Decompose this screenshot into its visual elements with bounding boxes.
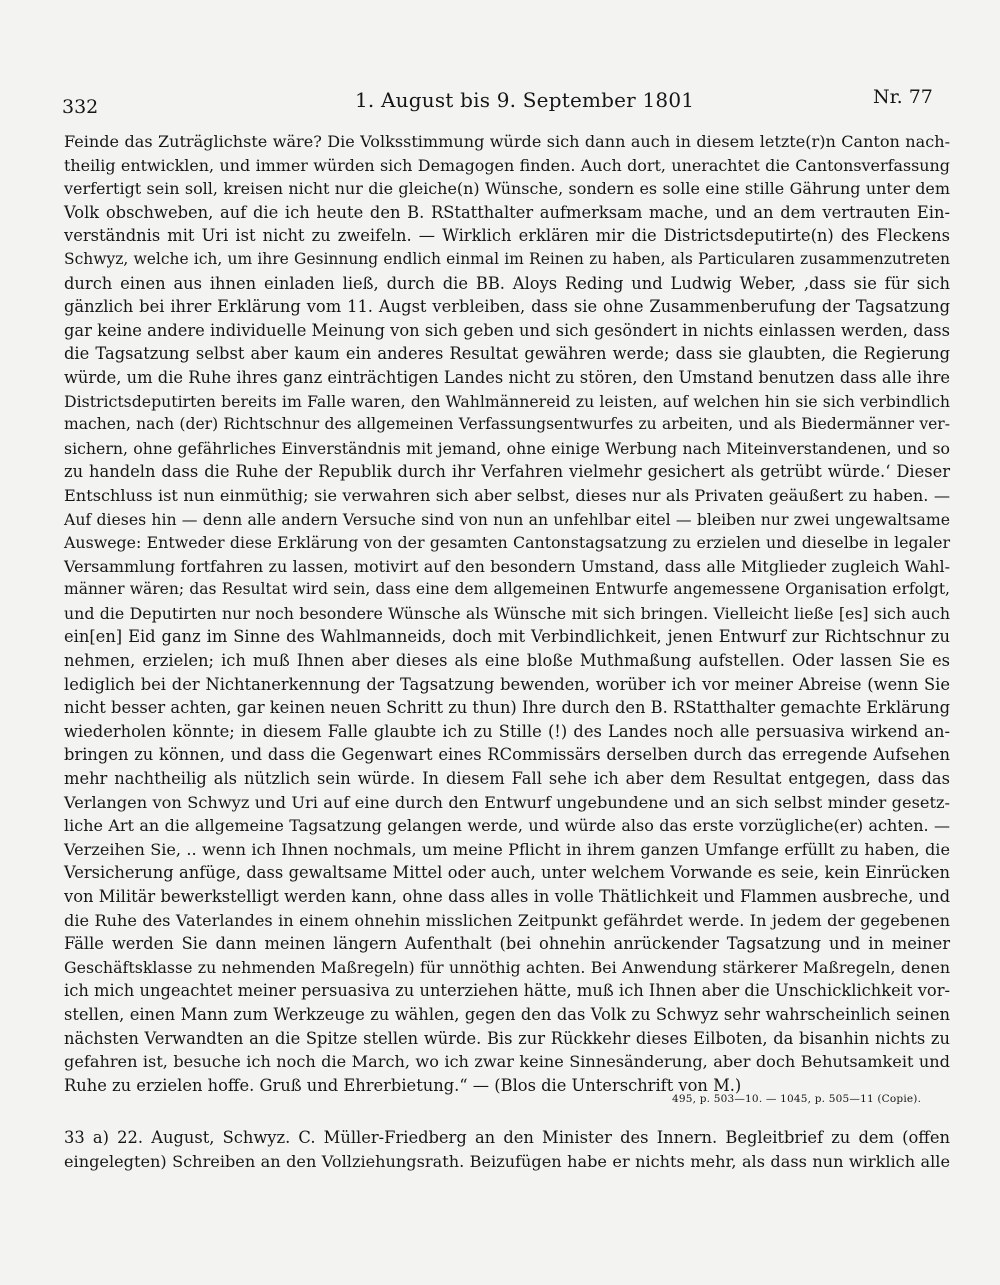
text-line: Auswege: Entweder diese Erklärung von der gesamten Cantonstagsatzung zu erzielen und dieselbe in legaler [64, 533, 950, 553]
text-line: Entschluss ist nun einmüthig; sie verwahren sich aber selbst, dieses nur als Privaten geäußert zu haben. — [64, 485, 950, 505]
text-line: nehmen, erzielen; ich muß Ihnen aber dieses als eine bloße Muthmaßung aufstellen. Oder lassen Sie es [64, 651, 950, 671]
text-line: 33 a) 22. August, Schwyz. C. Müller-Friedberg an den Minister des Innern. Begleitbrief zu dem (offen [64, 1128, 950, 1147]
text-line: ein[en] Eid ganz im Sinne des Wahlmanneids, doch mit Verbindlichkeit, jenen Entwurf zur Richtschnur zu [64, 627, 950, 647]
page-number: 332 [62, 96, 99, 118]
text-line: Ruhe zu erzielen hoffe. Gruß und Ehrerbietung.“ — (Blos die Unterschrift von M.) [64, 1075, 742, 1095]
text-line: Versammlung fortfahren zu lassen, motivirt auf den besondern Umstand, dass alle Mitglieder zugleich Wahl- [64, 556, 950, 576]
text-line: stellen, einen Mann zum Werkzeuge zu wählen, gegen den das Volk zu Schwyz sehr wahrscheinlich seinen [64, 1004, 950, 1024]
text-line: verständnis mit Uri ist nicht zu zweifeln. — Wirklich erklären mir die Districtsdeputirte(n) des Fleckens [64, 226, 950, 246]
text-line: Auf dieses hin — denn alle andern Versuche sind von nun an unfehlbar eitel — bleiben nur zwei ungewaltsame [64, 509, 950, 529]
text-line: die Ruhe des Vaterlandes in einem ohnehin misslichen Zeitpunkt gefährdet werde. In jedem der gegebenen [64, 910, 950, 930]
text-line: machen, nach (der) Richtschnur des allgemeinen Verfassungsentwurfes zu arbeiten, und als Biedermänner ver- [64, 415, 950, 434]
text-line: die Tagsatzung selbst aber kaum ein anderes Resultat gewähren werde; dass sie glaubten, die Regierung [64, 344, 950, 364]
text-line: liche Art an die allgemeine Tagsatzung gelangen werde, und würde also das erste vorzügliche(er) achten. — [64, 816, 950, 836]
text-line: wiederholen könnte; in diesem Falle glaubte ich zu Stille (!) des Landes noch alle persuasiva wirkend an- [64, 721, 950, 741]
source-reference: 495, p. 503—10. — 1045, p. 505—11 (Copie). [672, 1093, 922, 1105]
text-line: Feinde das Zuträglichste wäre? Die Volksstimmung würde sich dann auch in diesem letzte(r)n Canton nach- [64, 132, 950, 151]
text-line: Verzeihen Sie, .. wenn ich Ihnen nochmals, um meine Pflicht in ihrem ganzen Umfange erfüllt zu haben, die [64, 839, 950, 859]
text-line: ich mich ungeachtet meiner persuasiva zu unterziehen hätte, muß ich Ihnen aber die Unschicklichkeit vor- [64, 981, 950, 1001]
text-line: lediglich bei der Nichtanerkennung der Tagsatzung bewenden, worüber ich vor meiner Abreise (wenn Sie [64, 674, 950, 694]
text-line: Geschäftsklasse zu nehmenden Maßregeln) für unnöthig achten. Bei Anwendung stärkerer Maßregeln, denen [64, 957, 950, 977]
document-number: Nr. 77 [873, 86, 933, 108]
text-line: mehr nachtheilig als nützlich sein würde. In diesem Fall sehe ich aber dem Resultat entgegen, dass das [64, 769, 950, 789]
text-line: nicht besser achten, gar keinen neuen Schritt zu thun) Ihre durch den B. RStatthalter gemachte Erklärung [64, 698, 951, 718]
body-text [64, 130, 950, 1097]
text-line: Verlangen von Schwyz und Uri auf eine durch den Entwurf ungebundene und an sich selbst minder gesetz- [64, 792, 950, 812]
entry-33a [64, 1126, 950, 1173]
text-line: verfertigt sein soll, kreisen nicht nur die gleiche(n) Wünsche, sondern es solle eine stille Gährung unter dem [64, 179, 950, 199]
text-line: durch einen aus ihnen einladen ließ, durch die BB. Aloys Reding und Ludwig Weber, ‚dass sie für sich [64, 273, 950, 293]
text-line: theilig entwicklen, und immer würden sich Demagogen finden. Auch dort, unerachtet die Cantonsverfassung [64, 155, 950, 175]
text-line: sichern, ohne gefährliches Einverständnis mit jemand, ohne einige Werbung nach Miteinverstandenen, und so [64, 438, 950, 458]
text-line: zu handeln dass die Ruhe der Republik durch ihr Verfahren vielmehr gesichert als getrübt würde.‘ Dieser [64, 462, 950, 482]
text-line: nächsten Verwandten an die Spitze stellen würde. Bis zur Rückkehr dieses Eilboten, da bisanhin nichts zu [64, 1028, 950, 1048]
text-line: Schwyz, welche ich, um ihre Gesinnung endlich einmal im Reinen zu haben, als Particularen zusammenzutreten [64, 249, 950, 268]
text-line: gar keine andere individuelle Meinung von sich geben und sich gesöndert in nichts einlassen werden, dass [64, 320, 950, 340]
text-line: männer wären; das Resultat wird sein, dass eine dem allgemeinen Entwurfe angemessene Organisation erfolgt, [64, 580, 950, 599]
text-line: Fälle werden Sie dann meinen längern Aufenthalt (bei ohnehin anrückender Tagsatzung und in meiner [64, 934, 950, 954]
text-line: und die Deputirten nur noch besondere Wünsche als Wünsche mit sich bringen. Vielleicht ließe [es] sich auch [64, 603, 950, 623]
text-line: Volk obschweben, auf die ich heute den B. RStatthalter aufmerksam mache, und an dem vertrauten Ein- [64, 202, 950, 222]
text-line: bringen zu können, und dass die Gegenwart eines RCommissärs derselben durch das erregende Aufsehen [64, 745, 950, 765]
text-line: Districtsdeputirten bereits im Falle waren, den Wahlmännereid zu leisten, auf welchen hin sie sich verbindlich [64, 391, 950, 411]
text-line: Versicherung anfüge, dass gewaltsame Mittel oder auch, unter welchem Vorwande es seie, kein Einrücken [64, 863, 950, 883]
running-title: 1. August bis 9. September 1801 [355, 88, 695, 112]
text-line: gänzlich bei ihrer Erklärung vom 11. Augst verbleiben, dass sie ohne Zusammenberufung der Tagsatzung [64, 297, 950, 317]
text-line: von Militär bewerkstelligt werden kann, ohne dass alles in volle Thätlichkeit und Flammen ausbreche, und [64, 887, 950, 906]
text-line: eingelegten) Schreiben an den Vollziehungsrath. Beizufügen habe er nichts mehr, als dass nun wirklich alle [64, 1151, 950, 1171]
text-line: gefahren ist, besuche ich noch die March, wo ich zwar keine Sinnesänderung, aber doch Behutsamkeit und [64, 1052, 950, 1072]
text-line: würde, um die Ruhe ihres ganz einträchtigen Landes nicht zu stören, den Umstand benutzen dass alle ihre [64, 367, 950, 387]
